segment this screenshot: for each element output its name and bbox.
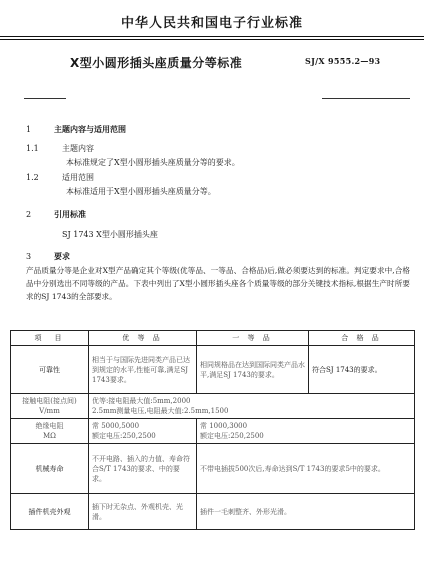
cell-item: 插件机壳外观 [11,494,89,530]
industry-standard-header: 中华人民共和国电子行业标准 [120,16,303,31]
section-number: 1.1 [26,144,39,153]
section-title: 要求 [54,251,70,261]
header-rule-top [0,36,424,37]
section-title: 本标准适用于X型小圆形插头座质量分等。 [66,187,216,196]
contact-line-2: 2.5mm测量电压,电阻最大值:2.5mm,1500 [92,407,229,415]
cell-excellent: 不开电路、插入的力值、寿命符合S/T 1743的要求、中的要求。 [89,444,197,494]
table-row [11,419,415,444]
insulation-ex-2: 额定电压:250,2500 [92,432,156,440]
divider-right [322,98,410,99]
item-unit: V/mm [39,407,60,415]
col-header-qualified: 合 格 品 [309,331,415,346]
cell-first: 插件一毛刺整齐、外形光滑。 [197,494,415,530]
standard-number: SJ/X 9555.2—93 [305,56,381,66]
section-title: 主题内容与适用范围 [54,124,126,134]
contact-line-1: 优等:接电阻最大值:5mm,2000 [92,397,191,405]
cell-item: 可靠性 [11,346,89,394]
item-name: 接触电阻(接点间) [22,397,77,405]
cell-first [197,419,415,444]
section-title: 本标准规定了X型小圆形插头座质量分等的要求。 [66,158,240,167]
col-header-item: 项 目 [11,331,89,346]
grade-table [10,330,415,530]
cell-item [11,394,89,419]
cell-excellent: 插下时无杂点、外观机壳、光滑。 [89,494,197,530]
insulation-ex-1: 常 5000,5000 [92,422,140,430]
insulation-fi-1: 常 1000,3000 [200,422,248,430]
cell-item: 机械寿命 [11,444,89,494]
cell-merged-contact [89,394,415,419]
section-title: 引用标准 [54,209,86,219]
cell-excellent [89,419,197,444]
cell-qualified: 符合SJ 1743的要求。 [309,346,415,394]
section-title: 适用范围 [62,173,94,182]
section-number: 2 [26,210,32,219]
section-number: 3 [26,252,32,261]
table-row [11,444,415,494]
section-number: 1.2 [26,173,39,182]
table-row [11,346,415,394]
col-header-first: 一 等 品 [197,331,309,346]
cell-item [11,419,89,444]
col-header-excellent: 优 等 品 [89,331,197,346]
divider-left [24,98,66,99]
cell-first: 不带电插拔500次后,寿命达到S/T 1743的要求5中的要求。 [197,444,415,494]
section-number: 1 [26,125,32,134]
cell-first: 相同规格品在达到国际同类产品水平,满足SJ 1743的要求。 [197,346,309,394]
item-name: 绝缘电阻 [35,422,64,430]
item-unit: MΩ [43,432,56,440]
section-title: 主题内容 [62,144,94,153]
requirements-paragraph: 产品质量分等是企业对X型产品确定其个等级(优等品、一等品、合格品)后,做必须要达到的标准。判定要求中,合格品中分别选出不同等级的产品。下表中列出了X型小圆形插头座各个质量等级的部分关键技术指标,根据生产时所要求的SJ 1743的全部要求。 [26,266,410,301]
section-title: SJ 1743 X型小圆形插头座 [62,230,158,239]
table-row [11,494,415,530]
document-title: X型小圆形插头座质量分等标准 [70,56,243,70]
header-rule-bottom [0,39,424,40]
table-row [11,394,415,419]
cell-excellent: 相当于与国际先进同类产品已达到规定的水平,性能可靠,满足SJ 1743要求。 [89,346,197,394]
insulation-fi-2: 额定电压:250,2500 [200,432,264,440]
